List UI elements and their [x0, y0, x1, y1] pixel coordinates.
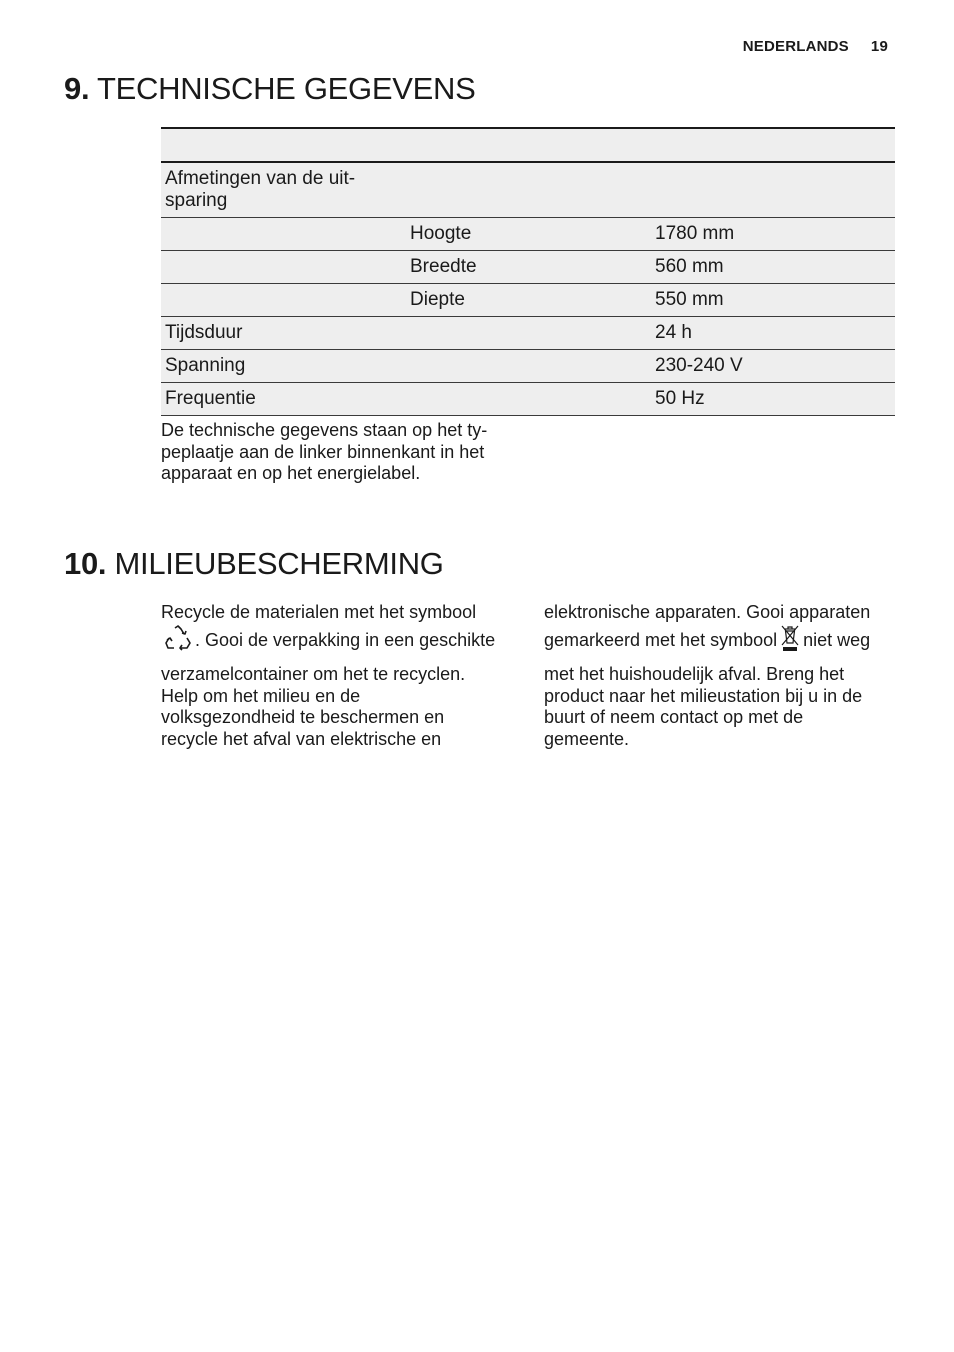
- table-cell: Breedte: [406, 251, 651, 284]
- page-number: 19: [870, 38, 888, 55]
- section-10-title: MILIEUBESCHERMING: [114, 546, 444, 581]
- table-cell: 550 mm: [651, 284, 895, 317]
- table-cell: Spanning: [161, 350, 406, 383]
- section-9-title: TECHNISCHE GEGEVENS: [97, 71, 476, 106]
- table-cell: [161, 218, 406, 251]
- section-9-number: 9.: [64, 71, 90, 106]
- table-row: [161, 317, 895, 350]
- right-line-2b: niet weg: [803, 629, 871, 650]
- table-row: [161, 284, 895, 317]
- right-rest: met het huishoudelijk afval. Breng het product naar het milieustation bij u in de buurt of neem contact op met de gemeente.: [544, 664, 863, 749]
- environment-text-left: [161, 602, 511, 750]
- table-cell: 560 mm: [651, 251, 895, 284]
- table-cell: [406, 162, 651, 218]
- table-cell: Frequentie: [161, 383, 406, 416]
- table-row: [161, 218, 895, 251]
- table-cell: 1780 mm: [651, 218, 895, 251]
- page-header: [743, 38, 888, 55]
- table-cell: [161, 251, 406, 284]
- specs-table: [161, 127, 895, 416]
- right-line-1: elektronische apparaten. Gooi apparaten: [544, 602, 871, 622]
- table-row: [161, 162, 895, 218]
- table-cell: Diepte: [406, 284, 651, 317]
- table-cell: 24 h: [651, 317, 895, 350]
- table-row: [161, 383, 895, 416]
- table-cell: Hoogte: [406, 218, 651, 251]
- table-cell: 230-240 V: [651, 350, 895, 383]
- right-line-2a: gemarkeerd met het symbool: [544, 629, 778, 650]
- table-header-row: [161, 128, 895, 162]
- table-cell: [161, 284, 406, 317]
- crossed-bin-icon: [780, 624, 800, 658]
- spec-note: De technische gegevens staan op het ty- peplaatje aan de linker binnenkant in het apparaat en op het energielabel.: [161, 420, 488, 483]
- recycle-icon: [164, 624, 192, 658]
- environment-text-right: [544, 602, 894, 750]
- table-row: [161, 350, 895, 383]
- section-10-number: 10.: [64, 546, 107, 581]
- header-language: NEDERLANDS: [742, 38, 849, 55]
- section-9-heading: [64, 71, 475, 107]
- table-cell: [406, 317, 651, 350]
- table-cell: 50 Hz: [651, 383, 895, 416]
- table-cell: [406, 383, 651, 416]
- table-cell: [406, 350, 651, 383]
- section-10-heading: [64, 546, 444, 582]
- left-rest: verzamelcontainer om het te recyclen. Help om het milieu en de volksgezondheid te beschermen en recycle het afval van elektrische en: [161, 664, 466, 749]
- left-line-2: . Gooi de verpakking in een geschikte: [195, 629, 496, 650]
- table-cell: Afmetingen van de uit- sparing: [161, 162, 406, 218]
- table-row: [161, 251, 895, 284]
- table-cell: Tijdsduur: [161, 317, 406, 350]
- left-line-1: Recycle de materialen met het symbool: [161, 602, 477, 622]
- table-cell: [651, 162, 895, 218]
